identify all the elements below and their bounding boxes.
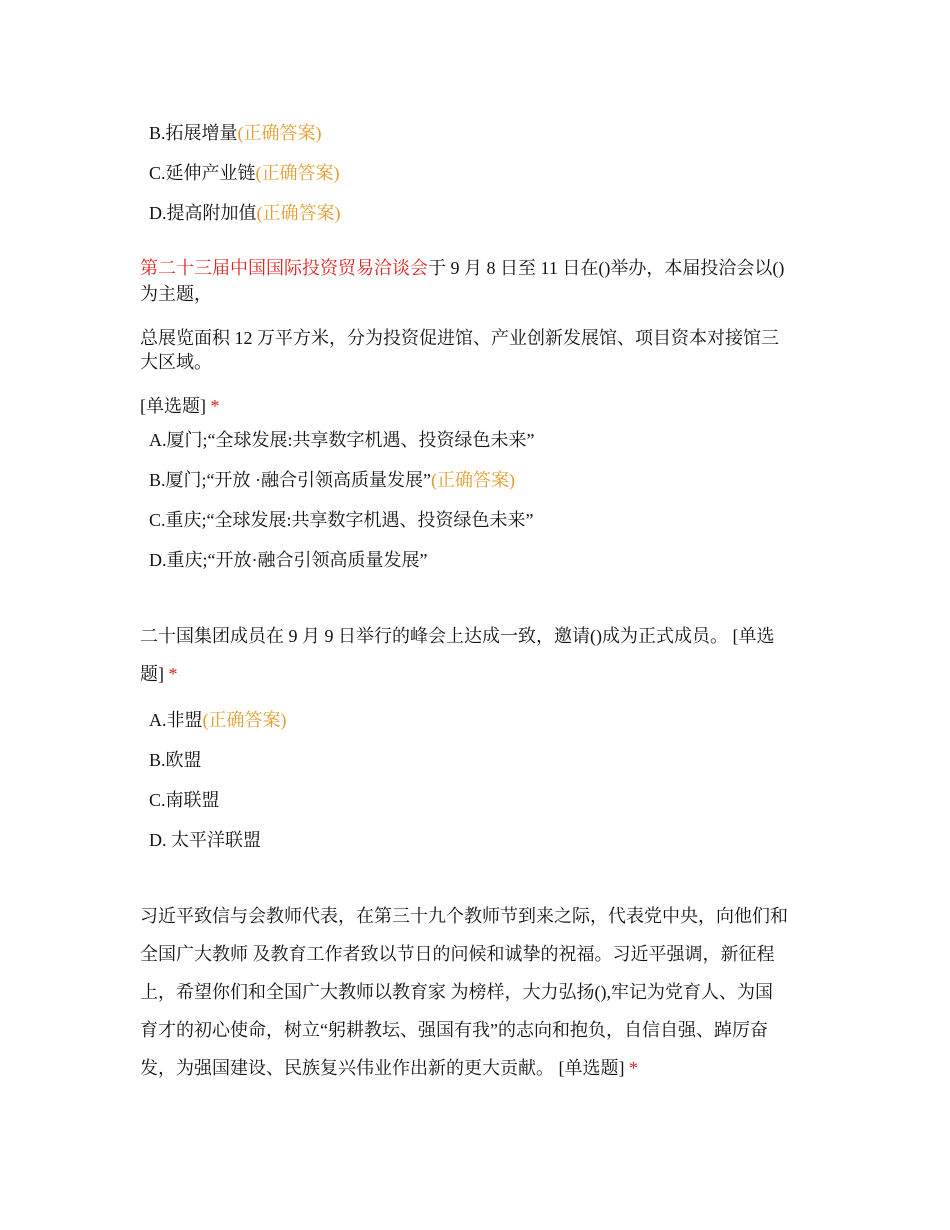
question-1-text-line-3: 总展览面积 12 万平方米，分为投资促进馆、产业创新发展馆、项目资本对接馆三 [140, 328, 779, 348]
question-type-label: 题] [140, 664, 164, 684]
question-1-option-b[interactable] [149, 468, 824, 492]
required-mark: * [168, 664, 178, 684]
question-type-label: [单选题] [140, 396, 206, 416]
option-d-prev[interactable] [149, 201, 824, 225]
option-label: C.南联盟 [149, 790, 220, 810]
option-label: D. 太平洋联盟 [149, 830, 261, 850]
option-label: B.欧盟 [149, 750, 202, 770]
option-label: D.提高附加值 [149, 203, 257, 223]
option-label: B.厦门;“开放 ·融合引领高质量发展” [149, 470, 431, 490]
option-label: D.重庆;“开放·融合引领高质量发展” [149, 550, 428, 570]
question-1-text-rest: 于 9 月 8 日至 11 日在()举办，本届投洽会以() [428, 258, 785, 278]
question-1-text-line-1 [140, 256, 815, 280]
question-2-text-line-1: 二十国集团成员在 9 月 9 日举行的峰会上达成一致，邀请()成为正式成员。 [单选 [140, 626, 775, 646]
option-label: C.延伸产业链 [149, 163, 256, 183]
question-2-option-a[interactable] [149, 708, 824, 732]
correct-answer-tag: (正确答案) [202, 710, 287, 730]
question-2-option-d[interactable] [149, 828, 824, 852]
correct-answer-tag: (正确答案) [256, 203, 341, 223]
question-2-option-b[interactable] [149, 748, 824, 772]
question-3-text-last: 发，为强国建设、民族复兴伟业作出新的更大贡献。 [单选题] [140, 1058, 625, 1078]
question-3-text-line-5 [140, 1056, 815, 1080]
question-3-text-line-2: 全国广大教师 及教育工作者致以节日的问候和诚挚的祝福。习近平强调，新征程 [140, 944, 775, 964]
correct-answer-tag: (正确答案) [255, 163, 340, 183]
required-mark: * [210, 396, 220, 416]
question-3-text-line-3: 上，希望你们和全国广大教师以教育家 为榜样，大力弘扬(),牢记为党育人、为国 [140, 982, 773, 1002]
question-2-text-line-2 [140, 662, 815, 686]
option-label: B.拓展增量 [149, 123, 238, 143]
option-label: A.非盟 [149, 710, 203, 730]
question-2-option-c[interactable] [149, 788, 824, 812]
question-1-option-a[interactable] [149, 428, 824, 452]
question-3-text-line-1: 习近平致信与会教师代表，在第三十九个教师节到来之际，代表党中央，向他们和 [140, 906, 788, 926]
correct-answer-tag: (正确答案) [430, 470, 515, 490]
correct-answer-tag: (正确答案) [237, 123, 322, 143]
question-3-text-line-4: 育才的初心使命，树立“躬耕教坛、强国有我”的志向和抱负，自信自强、踔厉奋 [140, 1020, 768, 1040]
question-1-text-line-4: 大区域。 [140, 352, 212, 372]
question-1-option-c[interactable] [149, 508, 824, 532]
option-label: C.重庆;“全球发展:共享数字机遇、投资绿色未来” [149, 510, 534, 530]
question-1-option-d[interactable] [149, 548, 824, 572]
question-1-highlight: 第二十三届中国国际投资贸易洽谈会 [140, 258, 428, 278]
option-c-prev[interactable] [149, 161, 824, 185]
option-label: A.厦门;“全球发展:共享数字机遇、投资绿色未来” [149, 430, 535, 450]
question-1-text-line-2: 为主题， [140, 284, 212, 304]
option-b-prev[interactable] [149, 121, 824, 145]
question-1-type [140, 394, 815, 418]
required-mark: * [629, 1058, 638, 1078]
